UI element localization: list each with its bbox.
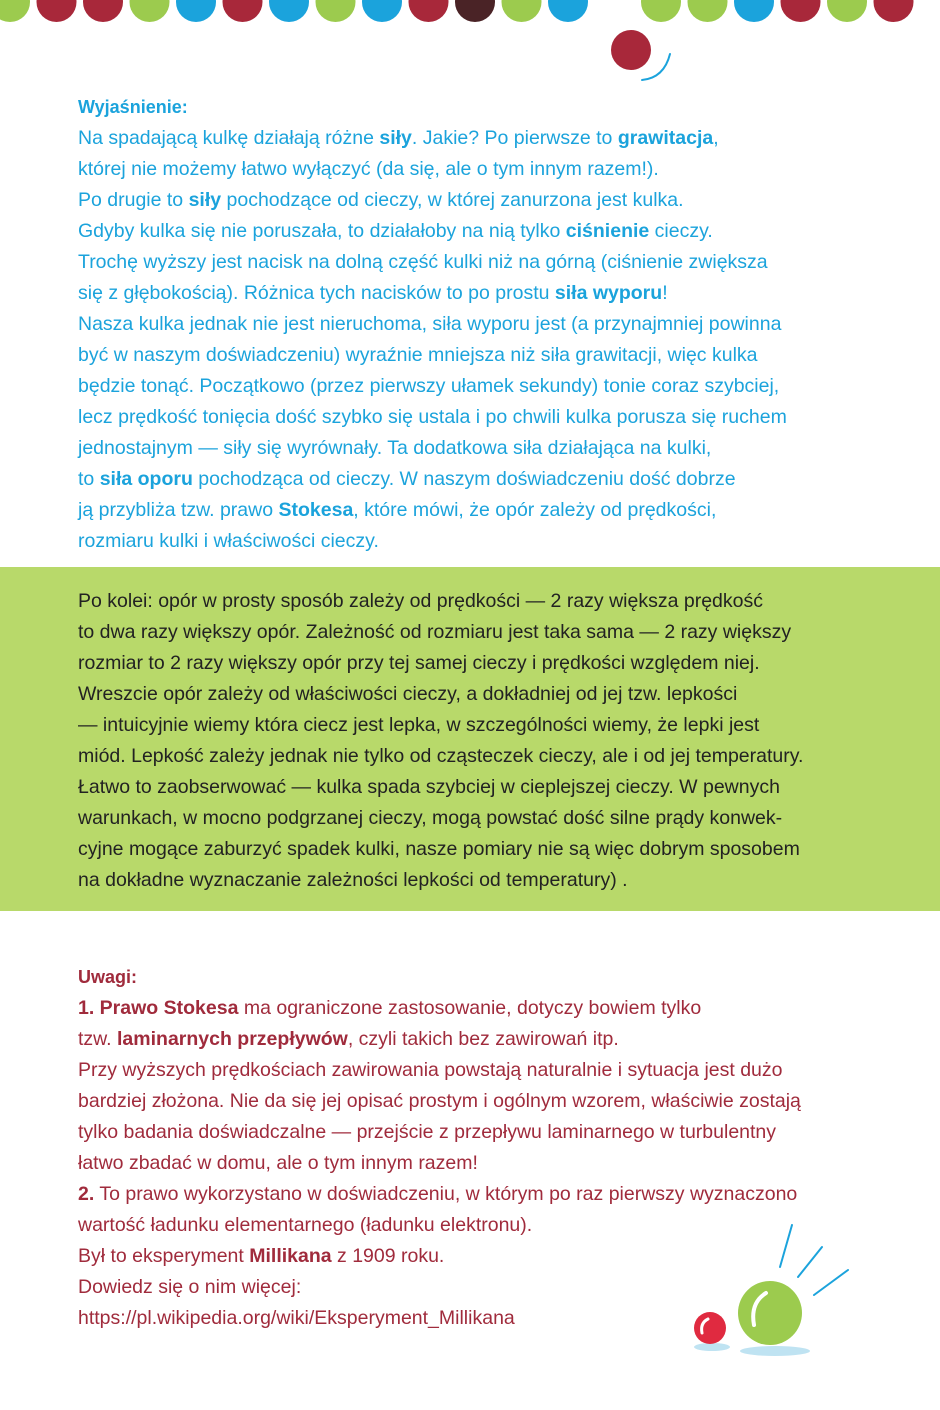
border-dot: [874, 0, 914, 22]
text-run: Wreszcie opór zależy od właściwości cieczy, a dokładniej od jej tzw. lepkości: [78, 683, 738, 705]
text-run: Po drugie to: [78, 189, 189, 211]
emphasis-text: 2.: [78, 1183, 95, 1205]
text-run: to: [78, 468, 100, 490]
text-line: [78, 185, 898, 216]
text-run: Łatwo to zaobserwować — kulka spada szybciej w cieplejszej cieczy. W pewnych: [78, 776, 780, 798]
explanation-lines: [78, 123, 898, 557]
emphasis-text: siła oporu: [99, 468, 193, 490]
text-run: ,: [713, 127, 719, 149]
text-run: cyjne mogące zaburzyć spadek kulki, nasze pomiary nie są więc dobrym sposobem: [78, 838, 800, 860]
green-band-text: [78, 586, 898, 896]
border-dot: [548, 0, 588, 22]
border-dot: [641, 0, 681, 22]
text-line: [78, 710, 898, 741]
border-dot: [316, 0, 356, 22]
text-line: [78, 1086, 898, 1117]
text-run: , czyli takich bez zawirowań itp.: [347, 1028, 619, 1050]
text-run: to dwa razy większy opór. Zależność od rozmiaru jest taka sama — 2 razy większy: [78, 621, 792, 643]
text-run: tylko badania doświadczalne — przejście z przepływu laminarnego w turbulentny: [78, 1121, 777, 1143]
text-line: [78, 154, 898, 185]
text-line: [78, 216, 898, 247]
text-line: [78, 495, 898, 526]
notes-heading: Uwagi:: [78, 967, 138, 987]
green-info-band: [0, 567, 940, 911]
border-dot: [83, 0, 123, 22]
border-dot: [0, 0, 30, 22]
text-line: [78, 586, 898, 617]
border-dot: [688, 0, 728, 22]
text-line: [78, 309, 898, 340]
border-dot: [269, 0, 309, 22]
colored-dots-border: [0, 0, 940, 90]
text-run: Po kolei: opór w prosty sposób zależy od prędkości — 2 razy większa prędkość: [78, 590, 763, 612]
emphasis-text: siła wyporu: [554, 282, 663, 304]
motion-line-1: [780, 1225, 792, 1267]
text-run: ją przybliża tzw. prawo: [78, 499, 279, 521]
small-red-ball-icon: [694, 1312, 726, 1344]
red-ball-icon: [611, 30, 651, 70]
emphasis-text: siły: [188, 189, 222, 211]
text-line: [78, 464, 898, 495]
text-line: [78, 617, 898, 648]
text-line: [78, 433, 898, 464]
text-run: bardziej złożona. Nie da się jej opisać prostym i ogólnym wzorem, właściwie zostają: [78, 1090, 801, 1112]
text-run: miód. Lepkość zależy jednak nie tylko od cząsteczek cieczy, ale i od jej temperatury.: [78, 745, 804, 767]
text-line: [78, 803, 898, 834]
text-line: [78, 865, 898, 896]
text-run: Na spadającą kulkę działają różne: [78, 127, 380, 149]
text-line: [78, 340, 898, 371]
emphasis-text: Stokesa: [278, 499, 354, 521]
text-run: Dowiedz się o nim więcej:: [78, 1276, 302, 1298]
text-line: [78, 526, 898, 557]
text-run: rozmiaru kulki i właściwości cieczy.: [78, 530, 379, 552]
text-line: [78, 371, 898, 402]
border-dot: [223, 0, 263, 22]
border-dot: [176, 0, 216, 22]
text-run: !: [662, 282, 668, 304]
border-dot: [455, 0, 495, 22]
text-run: być w naszym doświadczeniu) wyraźnie mniejsza niż siła grawitacji, więc kulka: [78, 344, 758, 366]
explanation-block: [78, 92, 898, 557]
explanation-heading: Wyjaśnienie:: [78, 97, 188, 117]
small-ball-shadow: [694, 1343, 730, 1351]
bouncing-balls-illustration: [680, 1215, 880, 1365]
text-line: [78, 1148, 898, 1179]
text-run: cieczy.: [649, 220, 713, 242]
text-run: której nie możemy łatwo wyłączyć (da się, ale o tym innym razem!).: [78, 158, 659, 180]
motion-line-3: [814, 1270, 848, 1295]
border-dot: [781, 0, 821, 22]
text-run: ma ograniczone zastosowanie, dotyczy bowiem tylko: [238, 997, 702, 1019]
text-run: rozmiar to 2 razy większy opór przy tej samej cieczy i prędkości względem niej.: [78, 652, 760, 674]
text-run: pochodzące od cieczy, w której zanurzona jest kulka.: [221, 189, 684, 211]
text-line: [78, 772, 898, 803]
text-line: [78, 741, 898, 772]
wikipedia-link[interactable]: https://pl.wikipedia.org/wiki/Eksperyment_Millikana: [78, 1307, 515, 1329]
border-dot: [130, 0, 170, 22]
emphasis-text: ciśnienie: [565, 220, 650, 242]
text-run: . Jakie? Po pierwsze to: [411, 127, 618, 149]
text-run: warunkach, w mocno podgrzanej cieczy, mogą powstać dość silne prądy konwek-: [78, 807, 783, 829]
text-line: [78, 1024, 898, 1055]
text-line: [78, 402, 898, 433]
text-run: Gdyby kulka się nie poruszała, to działałoby na nią tylko: [78, 220, 566, 242]
text-run: Nasza kulka jednak nie jest nieruchoma, siła wyporu jest (a przynajmniej powinna: [78, 313, 782, 335]
text-line: [78, 993, 898, 1024]
emphasis-text: grawitacja: [617, 127, 714, 149]
border-dot: [362, 0, 402, 22]
border-dot: [734, 0, 774, 22]
text-line: [78, 1055, 898, 1086]
text-run: Przy wyższych prędkościach zawirowania powstają naturalnie i sytuacja jest dużo: [78, 1059, 783, 1081]
text-run: Trochę wyższy jest nacisk na dolną część kulki niż na górną (ciśnienie zwiększa: [78, 251, 768, 273]
text-line: [78, 123, 898, 154]
text-run: pochodząca od cieczy. W naszym doświadczeniu dość dobrze: [192, 468, 736, 490]
text-run: z 1909 roku.: [331, 1245, 445, 1267]
emphasis-text: siły: [379, 127, 412, 149]
motion-line-2: [798, 1247, 822, 1277]
text-run: jednostajnym — siły się wyrównały. Ta dodatkowa siła działająca na kulki,: [78, 437, 712, 459]
text-run: wartość ładunku elementarnego (ładunku elektronu).: [78, 1214, 533, 1236]
ball-shadow: [740, 1346, 810, 1356]
border-dot: [827, 0, 867, 22]
text-line: [78, 247, 898, 278]
text-run: Był to eksperyment: [78, 1245, 250, 1267]
text-line: [78, 1117, 898, 1148]
border-dot: [502, 0, 542, 22]
emphasis-text: 1. Prawo Stokesa: [78, 997, 239, 1019]
text-line: [78, 1179, 898, 1210]
text-run: To prawo wykorzystano w doświadczeniu, w którym po raz pierwszy wyznaczono: [94, 1183, 798, 1205]
text-run: lecz prędkość tonięcia dość szybko się ustala i po chwili kulka porusza się ruchem: [78, 406, 787, 428]
green-band-lines: [78, 586, 898, 896]
emphasis-text: laminarnych przepływów: [117, 1028, 348, 1050]
text-run: będzie tonąć. Początkowo (przez pierwszy ułamek sekundy) tonie coraz szybciej,: [78, 375, 780, 397]
text-line: [78, 278, 898, 309]
border-dot: [37, 0, 77, 22]
text-run: tzw.: [78, 1028, 118, 1050]
emphasis-text: Millikana: [249, 1245, 332, 1267]
border-dot: [409, 0, 449, 22]
text-line: [78, 834, 898, 865]
text-run: na dokładne wyznaczanie zależności lepkości od temperatury) .: [78, 869, 628, 891]
green-ball-icon: [738, 1281, 802, 1345]
text-run: łatwo zbadać w domu, ale o tym innym razem!: [78, 1152, 478, 1174]
text-run: , które mówi, że opór zależy od prędkości,: [353, 499, 717, 521]
text-line: [78, 648, 898, 679]
text-line: [78, 679, 898, 710]
text-run: się z głębokością). Różnica tych nacisków to po prostu: [78, 282, 555, 304]
text-run: — intuicyjnie wiemy która ciecz jest lepka, w szczególności wiemy, że lepki jest: [78, 714, 760, 736]
